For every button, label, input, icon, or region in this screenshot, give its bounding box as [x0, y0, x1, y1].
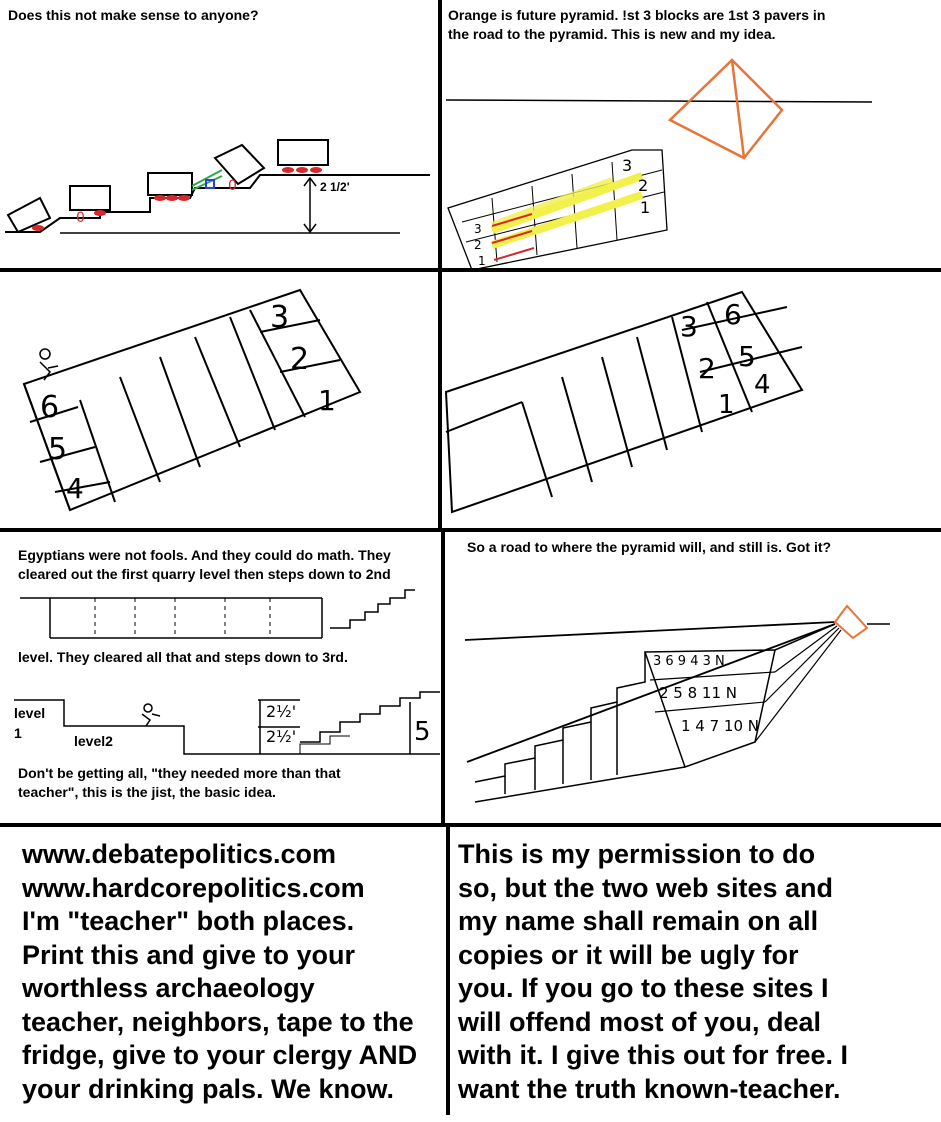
panel-3: [0, 272, 440, 530]
panel-6: [445, 532, 941, 825]
panel-5-footer: Don't be getting all, "they needed more than that teacher", this is the jist, the basic idea.: [18, 765, 341, 800]
paver-label-2-near: 2: [474, 238, 482, 252]
paver-label-2-far: 2: [638, 176, 649, 195]
panel-4: [442, 272, 941, 530]
block-label-6: 6: [724, 298, 742, 331]
bottom-left-text: [0, 828, 446, 1122]
grid-row-top: 3 6 9 4 3 N: [653, 654, 725, 669]
block-label-1: 1: [718, 390, 735, 420]
panel-2-caption: Orange is future pyramid. !st 3 blocks are 1st 3 pavers in the road to the pyramid. This is new and my idea.: [448, 7, 826, 42]
svg-text:0: 0: [228, 178, 237, 194]
level-1-label: level: [14, 705, 46, 721]
paver-label-3-far: 3: [622, 156, 633, 175]
road-perspective-sketch: [445, 532, 941, 825]
panel-6-caption: So a road to where the pyramid will, and still is. Got it?: [467, 539, 832, 555]
panel-1-caption: Does this not make sense to anyone?: [8, 7, 259, 23]
panel-2: [442, 0, 941, 270]
paver-label-1-far: 1: [640, 198, 651, 217]
block-label-4: 4: [754, 370, 771, 400]
block-label-2: 2: [698, 352, 716, 385]
panel-5-caption: Egyptians were not fools. And they could do math. They cleared out the first quarry level then steps down to 2nd: [18, 547, 391, 582]
block-label-4: 4: [66, 472, 84, 505]
bottom-right-text: [450, 828, 941, 1122]
grid-row-bottom: 1 4 7 10 N: [681, 717, 760, 735]
step-height-label: 5: [414, 717, 431, 747]
grid-row-mid: 2 5 8 11 N: [659, 684, 738, 702]
block-label-6: 6: [40, 390, 60, 425]
level-2-label: level2: [74, 733, 113, 749]
block-label-3: 3: [680, 310, 698, 343]
paver-label-3-near: 3: [474, 222, 482, 236]
measure-label-b: 2½': [266, 727, 297, 746]
pyramid-road-sketch: [442, 0, 941, 270]
block-label-2: 2: [290, 342, 310, 377]
block-label-3: 3: [270, 300, 290, 335]
measure-label-a: 2½': [266, 702, 297, 721]
svg-text:0: 0: [76, 210, 85, 226]
panel-1: [0, 0, 440, 270]
block-label-5: 5: [738, 340, 756, 373]
block-label-5: 5: [48, 432, 68, 467]
site-link-hardcorepolitics[interactable]: www.hardcorepolitics.com: [22, 872, 365, 903]
site-link-debatepolitics[interactable]: www.debatepolitics.com: [22, 839, 337, 869]
ramp-sled-sketch: [0, 0, 440, 270]
bottom-left-paragraph: www.debatepolitics.com www.hardcorepolitics.com I'm "teacher" both places. Print this and give to your worthless archaeology teacher, neighbors, tape to the fridge, give to your clergy AND your drinking pals. We know.: [22, 839, 418, 1104]
bottom-right-paragraph: This is my permission to do so, but the two web sites and my name shall remain on all copies or it will be ugly for you. If you go to these sites I will offend most of you, deal with it. I give this out for free. I want the truth known-teacher.: [458, 839, 849, 1104]
height-measure-label: 2 1/2': [320, 180, 350, 194]
paver-label-1-near: 1: [478, 254, 486, 268]
panel-5-caption-middle: level. They cleared all that and steps down to 3rd.: [18, 649, 348, 665]
level-1-number: 1: [14, 725, 22, 741]
block-label-1: 1: [318, 384, 336, 417]
panel-5: [0, 532, 443, 825]
